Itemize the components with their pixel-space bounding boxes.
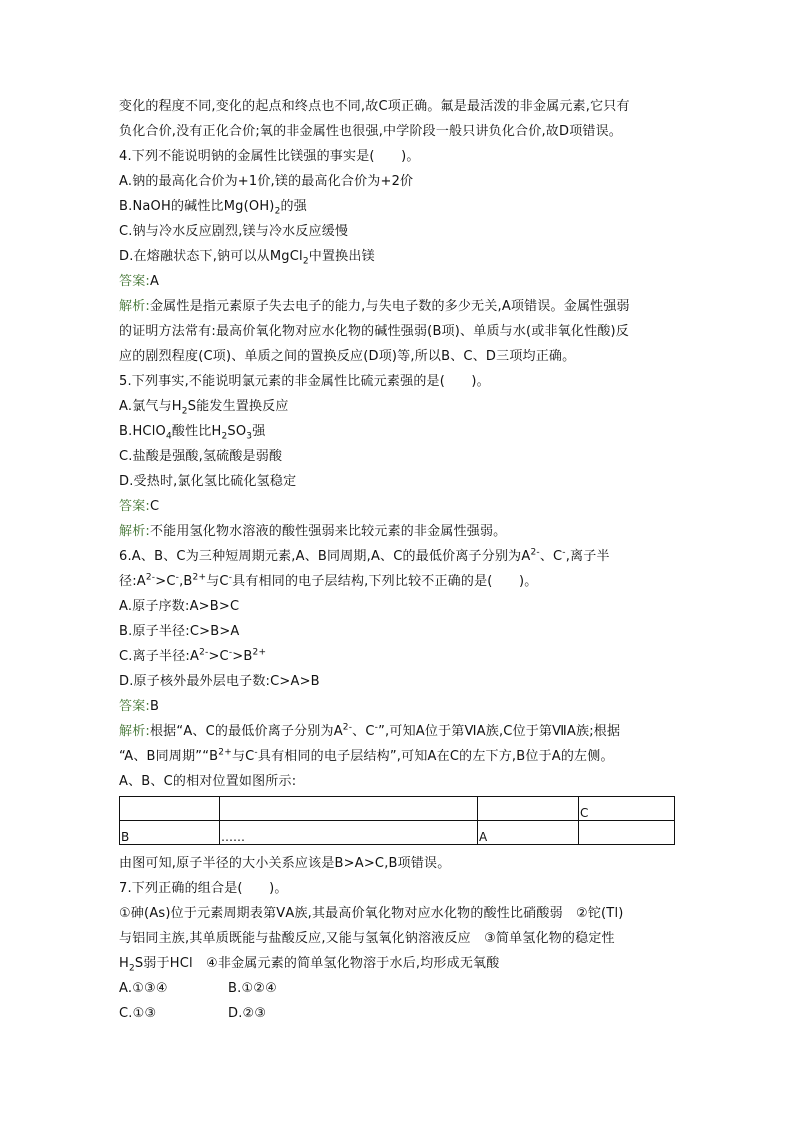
question-5-option-d: D.受热时,氯化氢比硫化氢稳定 [119,474,297,489]
question-5-answer: 答案:C [119,499,160,514]
question-4-option-a: A.钠的最高化合价为+1价,镁的最高化合价为+2价 [119,174,414,189]
table-cell: …… [220,821,478,845]
question-6-conclusion: 由图可知,原子半径的大小关系应该是B>A>C,B项错误。 [119,856,451,871]
question-7-option-a: A.①③④ [119,981,168,996]
question-6-stem-1: 6.A、B、C为三种短周期元素,A、B同周期,A、C的最低价离子分别为$A^{2-}$、C-,离子半 [119,547,610,564]
question-7-statement-3: $H_2S$弱于HCl ④非金属元素的简单氢化物溶于水后,均形成无氧酸 [119,956,500,974]
question-6-option-a: A.原子序数:A>B>C [119,599,240,614]
question-4-explanation-3: 应的剧烈程度(C项)、单质之间的置换反应(D项)等,所以B、C、D三项均正确。 [119,349,576,364]
question-5-stem: 5.下列事实,不能说明氯元素的非金属性比硫元素强的是( )。 [119,374,490,389]
question-4-answer: 答案:A [119,274,160,289]
question-5-option-b: B.HClO$_4$酸性比$H_2SO_3$强 [119,424,266,442]
table-cell [478,797,579,821]
question-7-stem: 7.下列正确的组合是( )。 [119,881,288,896]
table-cell [120,797,220,821]
table-cell: A [478,821,579,845]
table-cell [579,821,675,845]
question-4-explanation-1: 解析:金属性是指元素原子失去电子的能力,与失电子数的多少无关,A项错误。金属性强弱 [119,299,630,314]
question-4-option-d: D.在熔融状态下,钠可以从MgCl$_2$中置换出镁 [119,249,375,267]
question-4-option-c: C.钠与冷水反应剧烈,镁与冷水反应缓慢 [119,224,349,239]
question-6-option-b: B.原子半径:C>B>A [119,624,240,639]
periodic-position-table [119,796,675,845]
question-6-stem-2: 径$:A^{2-}>C^-,B^{2+}$与C-具有相同的电子层结构,下列比较不正确的是( )。 [119,572,538,589]
question-7-option-d: D.②③ [228,1006,267,1021]
question-7-option-c: C.①③ [119,1006,157,1021]
question-7-options-ab [119,978,277,1000]
question-7-option-b: B.①②④ [228,981,278,996]
question-7-statement-2: 与铝同主族,其单质既能与盐酸反应,又能与氢氧化钠溶液反应 ③简单氢化物的稳定性 [119,931,615,946]
text-line: 变化的程度不同,变化的起点和终点也不同,故C项正确。氟是最活泼的非金属元素,它只有 [119,99,630,114]
table-cell: C [579,797,675,821]
question-6-option-c: C.离子半径$:A^{2-}>C^->B^{2+}$ [119,647,267,664]
question-4-explanation-2: 的证明方法常有:最高价氧化物对应水化物的碱性强弱(B项)、单质与水(或非氧化性酸)反 [119,324,629,339]
table-cell: B [120,821,220,845]
question-5-explanation: 解析:不能用氢化物水溶液的酸性强弱来比较元素的非金属性强弱。 [119,524,507,539]
question-6-explanation-1: 解析:根据“A、C的最低价离子分别为$A^{2-}$、C-”,可知A位于第ⅥA族,C位于第ⅦA族;根据 [119,722,621,739]
question-6-option-d: D.原子核外最外层电子数:C>A>B [119,674,320,689]
question-7-statement-1: ①砷(As)位于元素周期表第ⅤA族,其最高价氧化物对应水化物的酸性比硝酸弱 ②铊(Tl) [119,906,624,921]
question-5-option-c: C.盐酸是强酸,氢硫酸是弱酸 [119,449,283,464]
table-cell [220,797,478,821]
question-5-option-a: A.氯气与$H_2S$能发生置换反应 [119,399,289,417]
question-6-explanation-3: A、B、C的相对位置如图所示: [119,774,297,789]
question-4-option-b: B.NaOH的碱性比$Mg(OH)_2$的强 [119,199,307,217]
question-6-explanation-2: “A、B同周期$”“B^{2+}$与C-具有相同的电子层结构”,可知A在C的左下方,B位于A的左侧。 [119,747,614,764]
table-row [120,797,675,821]
question-4-stem: 4.下列不能说明钠的金属性比镁强的事实是( )。 [119,149,420,164]
text-line: 负化合价,没有正化合价;氧的非金属性也很强,中学阶段一般只讲负化合价,故D项错误。 [119,124,622,139]
question-7-options-cd [119,1003,266,1025]
question-6-answer: 答案:B [119,699,160,714]
table-row [120,821,675,845]
